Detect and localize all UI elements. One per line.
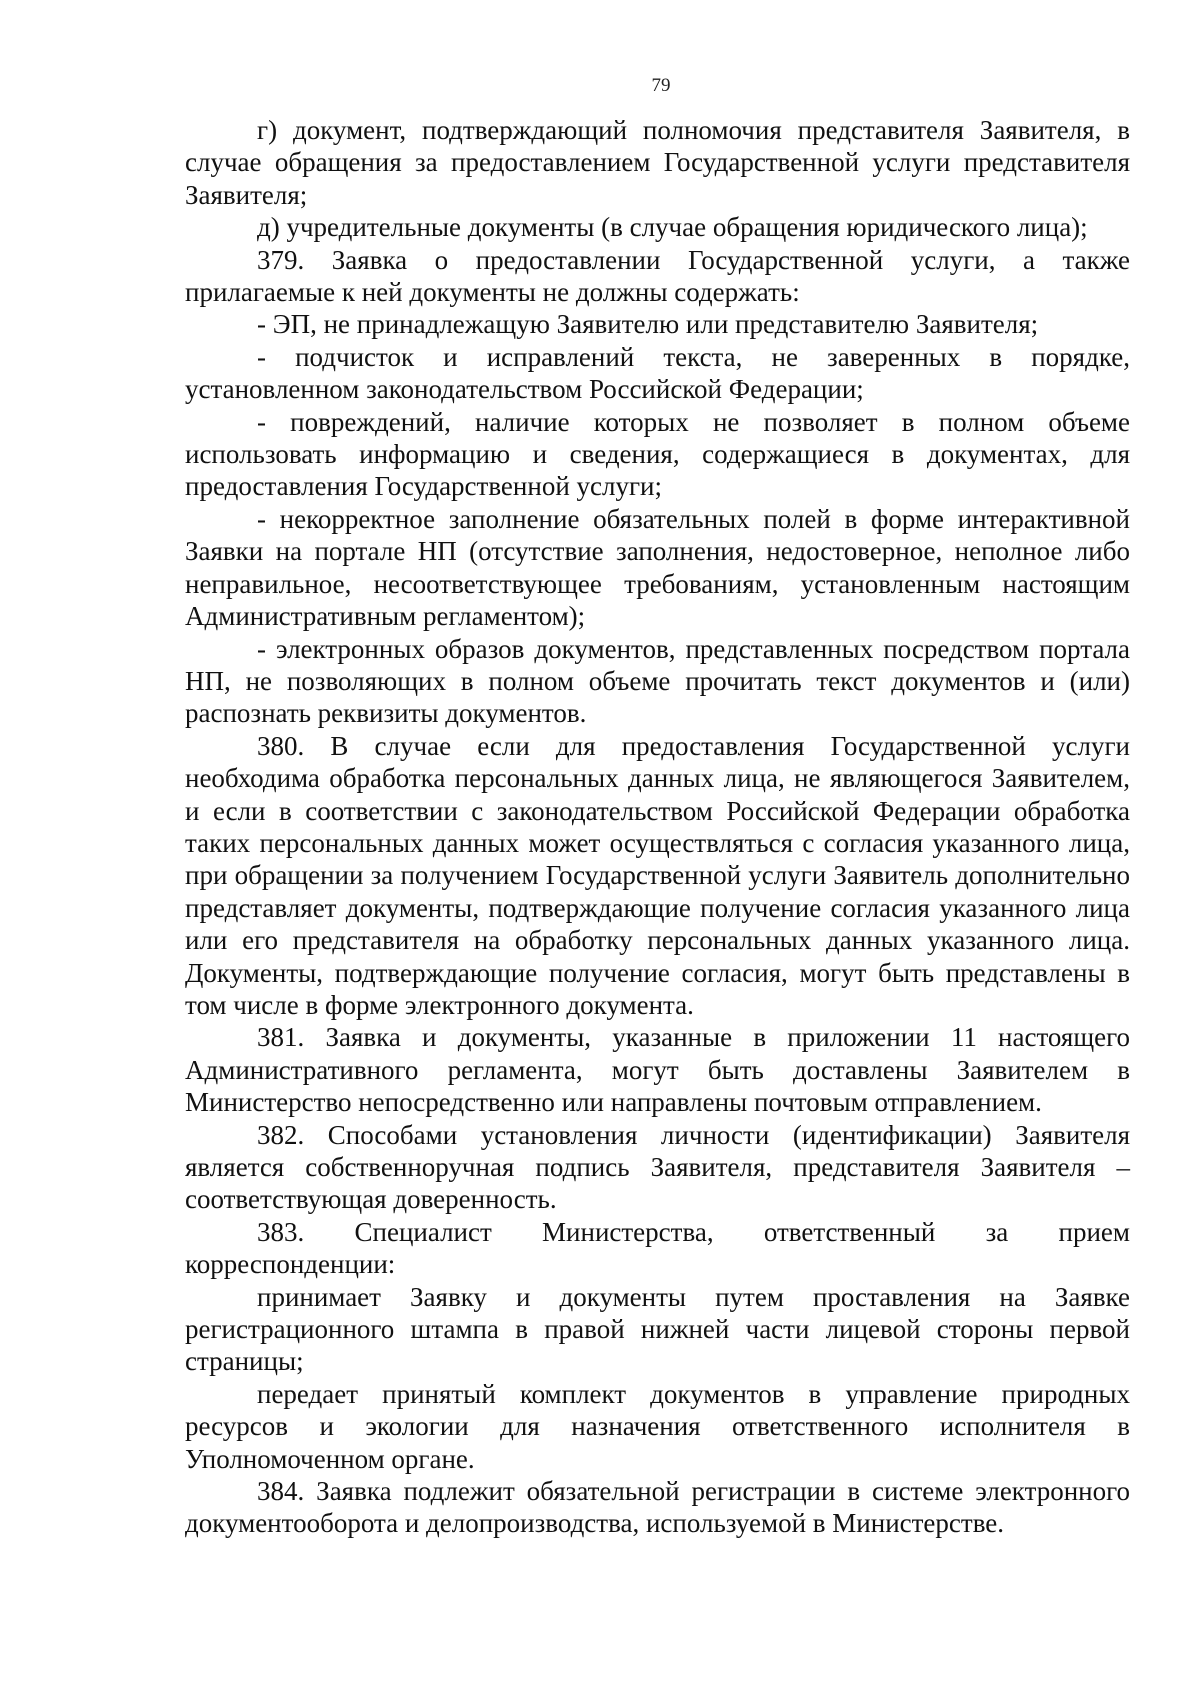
paragraph-382: 382. Способами установления личности (идентификации) Заявителя является собственноручная подпись Заявителя, представителя Заявителя – соответствующая доверенность. [185, 1119, 1130, 1215]
list-item-ep: - ЭП, не принадлежащую Заявителю или представителю Заявителя; [257, 309, 1039, 340]
list-item-transfers-documents: передает принятый комплект документов в управление природных ресурсов и экологии для назначения ответственного исполнителя в Уполномоченном органе. [185, 1378, 1130, 1474]
list-item-electronic-images: - электронных образов документов, представленных посредством портала НП, не позволяющих в полном объеме прочитать текст документов и (или) распознать реквизиты документов. [185, 633, 1130, 729]
paragraph-d-founding-documents: д) учредительные документы (в случае обращения юридического лица); [257, 212, 1088, 243]
document-text [185, 114, 1130, 1540]
list-item-accepts-application: принимает Заявку и документы путем проставления на Заявке регистрационного штампа в правой нижней части лицевой стороны первой страницы; [185, 1281, 1130, 1377]
paragraph-383-continuation: корреспонденции: [185, 1249, 396, 1280]
paragraph-380: 380. В случае если для предоставления Государственной услуги необходима обработка персональных данных лица, не являющегося Заявителем, и если в соответствии с законодательством Российской Федерации обработка таких персональных данных может осуществляться с согласия указанного лица, при обращении за получением Государственной услуги Заявитель дополнительно представляет документы, подтверждающие получение согласия указанного лица или его представителя на обработку персональных данных указанного лица. Документы, подтверждающие получение согласия, могут быть представлены в том числе в форме электронного документа. [185, 730, 1130, 1020]
paragraph-g-representative-authority: г) документ, подтверждающий полномочия представителя Заявителя, в случае обращения за предоставлением Государственной услуги представителя Заявителя; [185, 115, 1130, 210]
list-item-erasures: - подчисток и исправлений текста, не заверенных в порядке, установленном законодательством Российской Федерации; [185, 341, 1130, 405]
paragraph-383: 383. Специалист Министерства, ответственный за прием [257, 1216, 1130, 1247]
paragraph-384: 384. Заявка подлежит обязательной регистрации в системе электронного документооборота и делопроизводства, используемой в Министерстве. [185, 1476, 1130, 1539]
paragraph-379: 379. Заявка о предоставлении Государственной услуги, а также прилагаемые к ней документы не должны содержать: [185, 244, 1130, 308]
page-number: 79 [651, 75, 671, 96]
paragraph-381: 381. Заявка и документы, указанные в приложении 11 настоящего Административного регламента, могут быть доставлены Заявителем в Министерство непосредственно или направлены почтовым отправлением. [185, 1022, 1130, 1118]
list-item-damages: - повреждений, наличие которых не позволяет в полном объеме использовать информацию и сведения, содержащиеся в документах, для предоставления Государственной услуги; [185, 406, 1130, 502]
list-item-incorrect-fields: - некорректное заполнение обязательных полей в форме интерактивной Заявки на портале НП (отсутствие заполнения, недостоверное, неполное либо неправильное, несоответствующее требованиям, установленным настоящим Административным регламентом); [185, 503, 1130, 632]
